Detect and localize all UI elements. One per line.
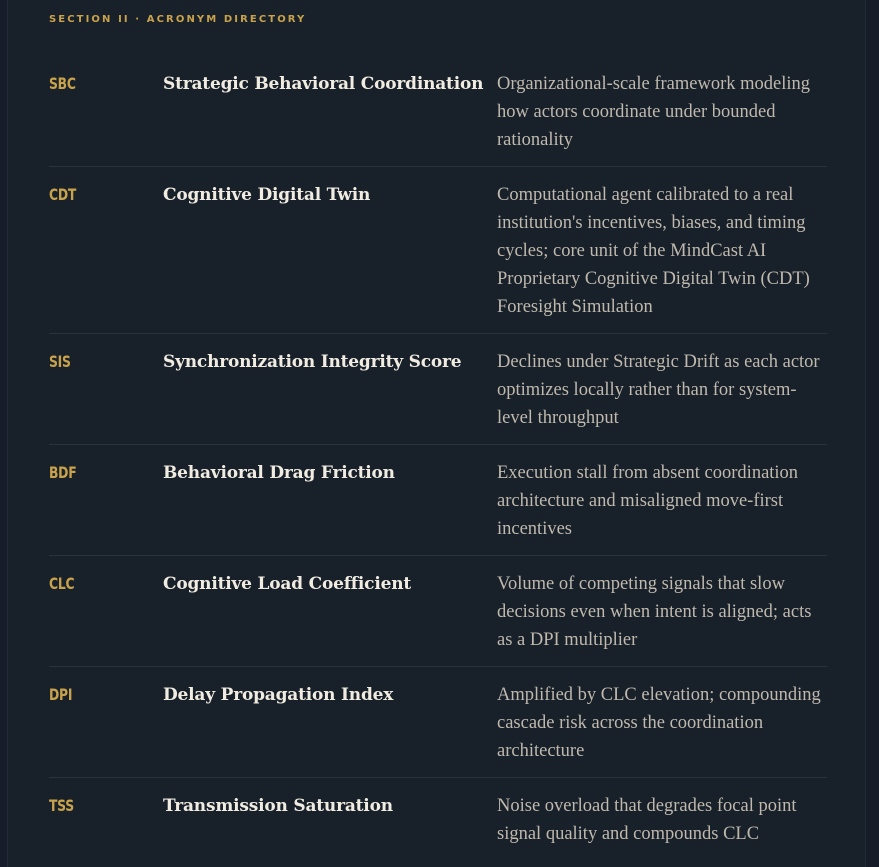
term-name: Behavioral Drag Friction <box>163 463 395 483</box>
directory-row <box>49 556 827 667</box>
directory-row <box>49 667 827 778</box>
term-definition: Amplified by CLC elevation; compounding cascade risk across the coordination architecture <box>497 685 821 761</box>
term-name: Delay Propagation Index <box>163 685 394 705</box>
acronym: DPI <box>49 685 73 704</box>
content-panel <box>7 0 866 867</box>
term-name: Strategic Behavioral Coordination <box>163 74 484 94</box>
term-definition: Declines under Strategic Drift as each actor optimizes locally rather than for system-level throughput <box>497 352 820 428</box>
section-label: SECTION II · ACRONYM DIRECTORY <box>49 14 307 25</box>
term-definition: Organizational-scale framework modeling how actors coordinate under bounded rationality <box>497 74 811 150</box>
directory-row <box>49 778 827 860</box>
term-definition: Execution stall from absent coordination architecture and misaligned move-first incentives <box>497 463 799 539</box>
directory-row <box>49 167 827 334</box>
directory-row <box>49 334 827 445</box>
acronym: CLC <box>49 574 75 593</box>
acronym: BDF <box>49 463 77 482</box>
term-definition: Noise overload that degrades focal point signal quality and compounds CLC <box>497 796 797 844</box>
directory-row <box>49 445 827 556</box>
directory-row <box>49 56 827 167</box>
acronym: SIS <box>49 352 71 371</box>
term-name: Cognitive Digital Twin <box>163 185 371 205</box>
term-definition: Volume of competing signals that slow decisions even when intent is aligned; acts as a DPI multiplier <box>497 574 812 650</box>
term-name: Cognitive Load Coefficient <box>163 574 412 594</box>
term-name: Synchronization Integrity Score <box>163 352 462 372</box>
acronym: TSS <box>49 796 74 815</box>
acronym: SBC <box>49 74 76 93</box>
acronym: CDT <box>49 185 77 204</box>
acronym-directory <box>49 56 827 860</box>
term-definition: Computational agent calibrated to a real institution's incentives, biases, and timing cycles; core unit of the MindCast AI Proprietary Cognitive Digital Twin (CDT) Foresight Simulation <box>497 185 810 317</box>
term-name: Transmission Saturation <box>163 796 393 816</box>
